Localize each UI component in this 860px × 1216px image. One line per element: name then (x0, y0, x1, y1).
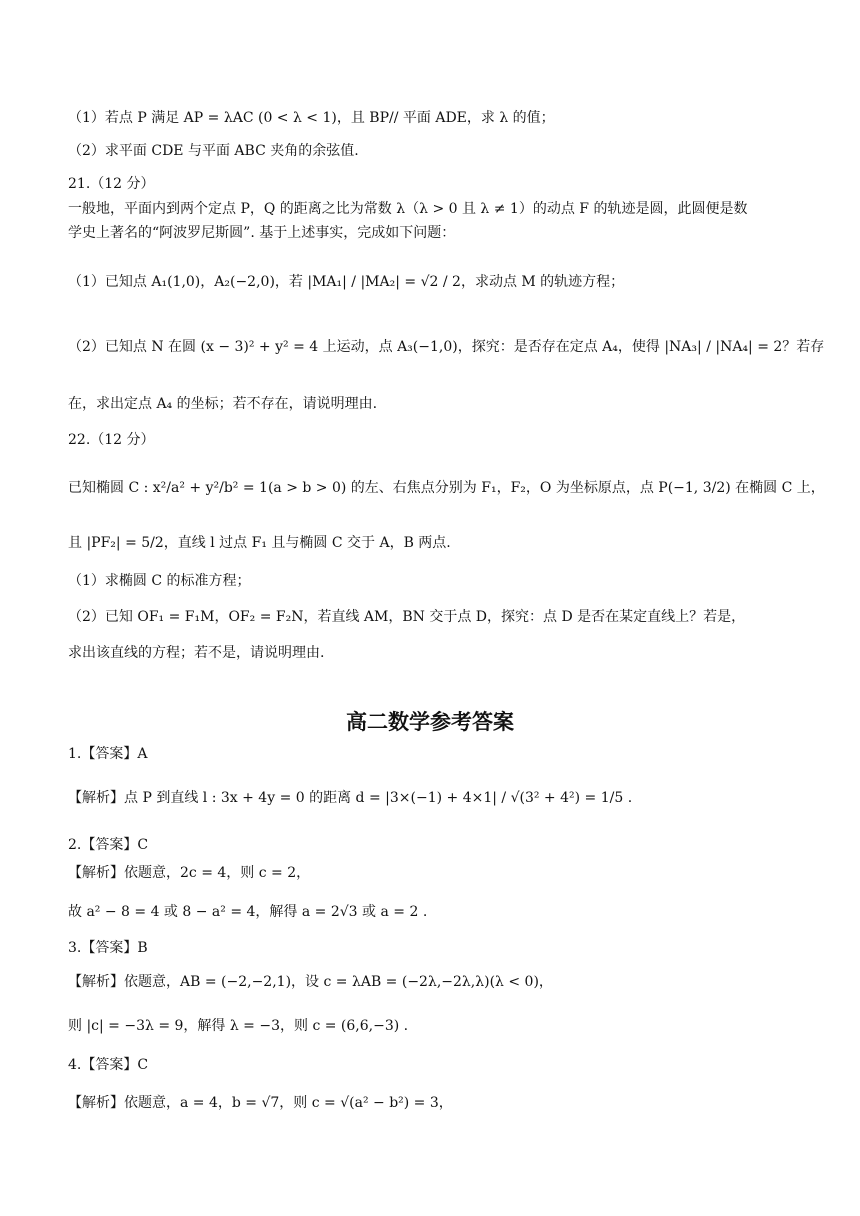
q22-intro-line1: 已知椭圆 C : x²/a² + y²/b² = 1(a > b > 0) 的左、右焦点分别为 F₁，F₂，O 为坐标原点，点 P(−1, 3/2) 在椭圆 C 上， (68, 480, 825, 496)
answer-1-explanation: 【解析】点 P 到直线 l : 3x + 4y = 0 的距离 d = |3×(−1) + 4×1| / √(3² + 4²) = 1/5 . (68, 790, 633, 806)
answer-3-explanation: 【解析】依题意，AB = (−2,−2,1)，设 c = λAB = (−2λ,−2λ,λ)(λ < 0)， (68, 974, 553, 990)
q21-part2: （2）已知点 N 在圆 (x − 3)² + y² = 4 上运动，点 A₃(−1,0)，探究：是否存在定点 A₄，使得 |NA₃| / |NA₄| = 2？若存 (68, 339, 825, 355)
answer-section-title: 高二数学参考答案 (346, 710, 514, 734)
q21-intro-line2: 学史上著名的“阿波罗尼斯圆”. 基于上述事实，完成如下问题： (68, 225, 456, 241)
answer-3-heading: 3.【答案】B (68, 940, 148, 956)
q21-part1: （1）已知点 A₁(1,0)，A₂(−2,0)，若 |MA₁| / |MA₂| = √2 / 2，求动点 M 的轨迹方程； (68, 274, 625, 290)
q21-intro-line1: 一般地，平面内到两个定点 P，Q 的距离之比为常数 λ（λ > 0 且 λ ≠ 1）的动点 F 的轨迹是圆，此圆便是数 (68, 201, 748, 217)
answer-2-explanation: 【解析】依题意，2c = 4，则 c = 2， (68, 865, 311, 881)
q22-part2: （2）已知 OF₁ = F₁M，OF₂ = F₂N，若直线 AM，BN 交于点 D，探究：点 D 是否在某定直线上？若是， (68, 609, 746, 625)
answer-2-heading: 2.【答案】C (68, 837, 149, 853)
answer-1-heading: 1.【答案】A (68, 746, 148, 762)
answer-2-explanation-cont: 故 a² − 8 = 4 或 8 − a² = 4，解得 a = 2√3 或 a = 2 . (68, 904, 428, 920)
answer-3-explanation-cont: 则 |c| = −3λ = 9，解得 λ = −3，则 c = (6,6,−3) . (68, 1018, 409, 1034)
q22-heading: 22.（12 分） (68, 432, 155, 448)
q21-heading: 21.（12 分） (68, 176, 155, 192)
q22-part2-cont: 求出该直线的方程；若不是，请说明理由. (68, 645, 325, 661)
q22-intro-line2: 且 |PF₂| = 5/2，直线 l 过点 F₁ 且与椭圆 C 交于 A，B 两点. (68, 535, 451, 551)
q20-part1: （1）若点 P 满足 AP = λAC (0 < λ < 1)，且 BP// 平面 ADE，求 λ 的值； (68, 110, 555, 126)
answer-4-explanation: 【解析】依题意，a = 4，b = √7，则 c = √(a² − b²) = 3， (68, 1095, 453, 1111)
q21-part2-cont: 在，求出定点 A₄ 的坐标；若不存在，请说明理由. (68, 396, 378, 412)
answer-4-heading: 4.【答案】C (68, 1057, 149, 1073)
q20-part2: （2）求平面 CDE 与平面 ABC 夹角的余弦值. (68, 143, 359, 159)
q22-part1: （1）求椭圆 C 的标准方程； (68, 573, 251, 589)
